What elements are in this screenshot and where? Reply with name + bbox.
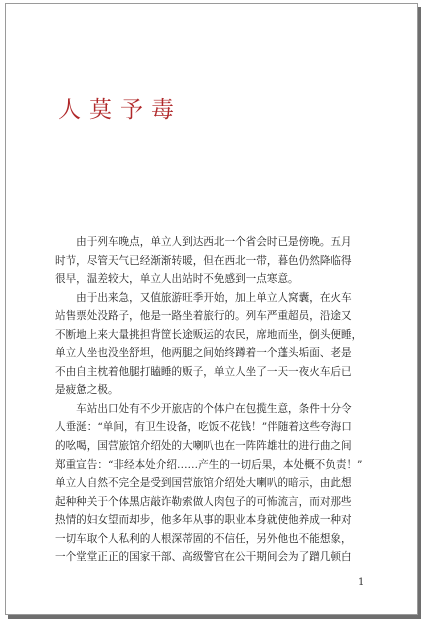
text-line: 是疲惫之极。 — [55, 384, 119, 397]
text-line: 单立人自然不完全是受到国营旅馆介绍处大喇叭的暗示，由此想 — [55, 477, 352, 490]
text-line: 一个堂堂正正的国家干部、高级警官在公干期间会为了蹭几顿白 — [55, 551, 352, 564]
text-line: 单立人坐也没坐舒坦，他两腿之间始终蹲着一个蓬头垢面、老是 — [55, 347, 352, 360]
chapter-title: 人莫予毒 — [58, 97, 182, 123]
text-line: 很早，温差较大，单立人出站时不免感到一点寒意。 — [55, 273, 299, 286]
text-line: 人垂涎：“单间，有卫生设备，吃饭不花钱！”伴随着这些夸海口 — [55, 421, 352, 434]
body-text — [55, 233, 365, 567]
book-page — [5, 3, 418, 615]
text-line: 站售票处没路子，他是一路坐着旅行的。列车严重超员，沿途又 — [55, 310, 352, 323]
text-line: 起种种关于个体黑店敲诈勒索做人肉包子的可怖流言，而对那些 — [55, 495, 352, 508]
text-line: 不断地上来大量挑担背筐长途贩运的农民，席地而坐，倒头便睡， — [55, 328, 363, 341]
page-number: 1 — [358, 577, 365, 588]
text-line: 车站出口处有不少开旅店的个体户在包揽生意，条件十分令 — [55, 402, 352, 415]
text-line: 一切车取个人私利的人根深蒂固的不信任，另外他也不能想象， — [55, 532, 352, 545]
text-line: 热情的妇女望而却步，他多年从事的职业本身就使他养成一种对 — [55, 514, 352, 527]
text-line: 不由自主枕着他腿打瞌睡的贩子，单立人坐了一天一夜火车后已 — [55, 365, 352, 378]
text-line: 时节，尽管天气已经渐渐转暖，但在西北一带，暮色仍然降临得 — [55, 254, 352, 267]
text-line: 由于出来急，又值旅游旺季开始，加上单立人窝囊，在火车 — [55, 291, 352, 304]
text-line: 由于列车晚点，单立人到达西北一个省会时已是傍晚。五月 — [55, 236, 352, 248]
text-line: 的吆喝，国营旅馆介绍处的大喇叭也在一阵阵雄壮的进行曲之间 — [55, 440, 352, 453]
text-line: 郑重宣告：“非经本处介绍……产生的一切后果，本处概不负责！” — [55, 458, 363, 471]
